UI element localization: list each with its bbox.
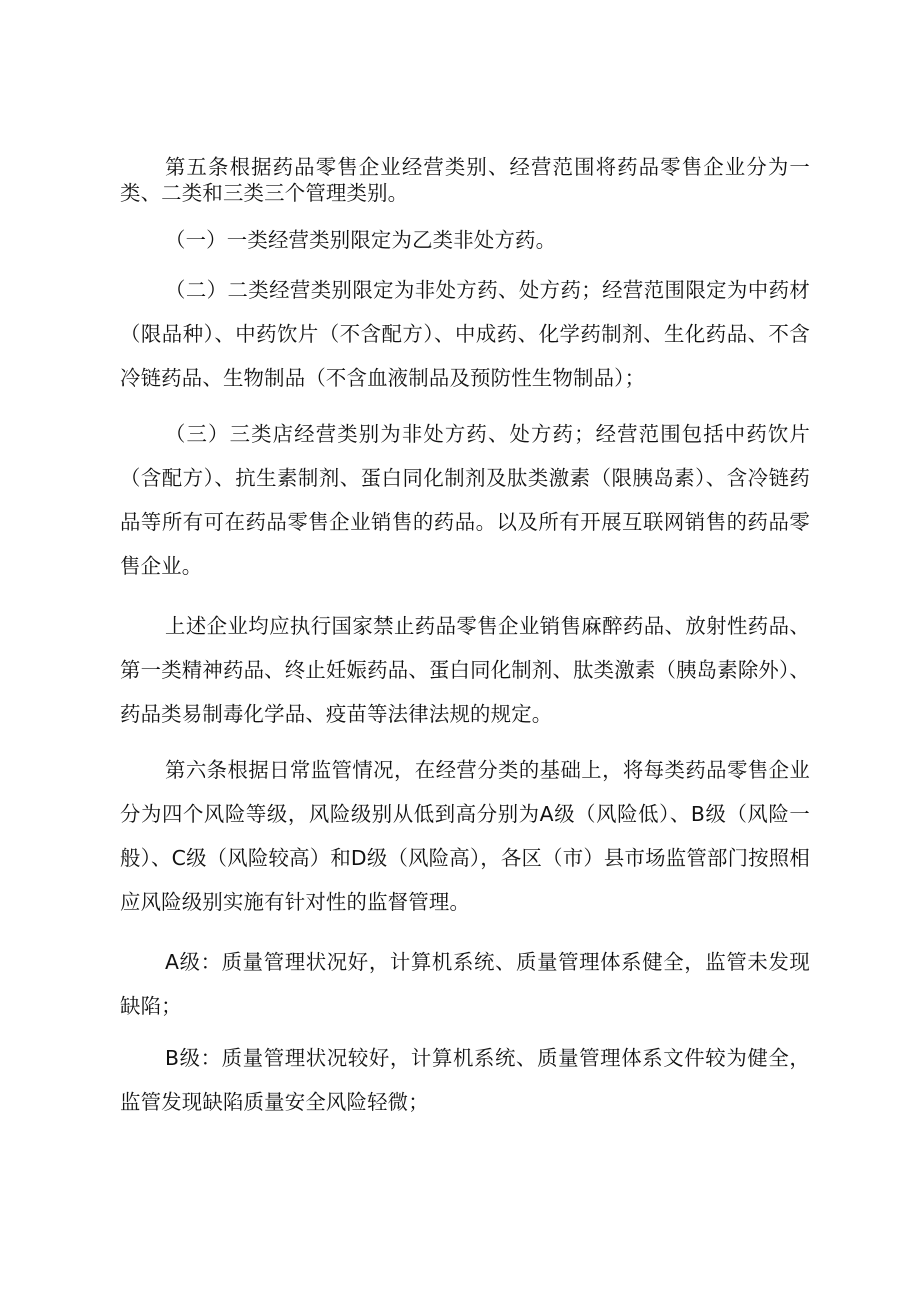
level-a-paragraph: A级：质量管理状况好，计算机系统、质量管理体系健全，监管未发现缺陷； bbox=[120, 950, 810, 1018]
category-2-paragraph: （二）二类经营类别限定为非处方药、处方药；经营范围限定为中药材（限品种）、中药饮片（不含配方）、中成药、化学药制剂、生化药品、不含冷链药品、生物制品（不含血液制品及预防性生物制品）； bbox=[120, 278, 810, 390]
category-3-paragraph: （三）三类店经营类别为非处方药、处方药；经营范围包括中药饮片（含配方）、抗生素制剂、蛋白同化制剂及肽类激素（限胰岛素）、含冷链药品等所有可在药品零售企业销售的药品。以及所有开展互联网销售的药品零售企业。 bbox=[120, 422, 810, 578]
article-5-paragraph: 第五条根据药品零售企业经营类别、经营范围将药品零售企业分为一类、二类和三类三个管理类别。 bbox=[120, 155, 810, 205]
category-1-paragraph: （一）一类经营类别限定为乙类非处方药。 bbox=[165, 228, 557, 252]
article-6-paragraph: 第六条根据日常监管情况，在经营分类的基础上，将每类药品零售企业分为四个风险等级，风险级别从低到高分别为A级（风险低）、B级（风险一般）、C级（风险较高）和D级（风险高），各区（市）县市场监管部门按照相应风险级别实施有针对性的监督管理。 bbox=[120, 758, 810, 914]
prohibition-paragraph: 上述企业均应执行国家禁止药品零售企业销售麻醉药品、放射性药品、第一类精神药品、终止妊娠药品、蛋白同化制剂、肽类激素（胰岛素除外）、药品类易制毒化学品、疫苗等法律法规的规定。 bbox=[120, 614, 810, 726]
level-b-paragraph: B级：质量管理状况较好，计算机系统、质量管理体系文件较为健全，监管发现缺陷质量安全风险轻微； bbox=[120, 1046, 810, 1114]
